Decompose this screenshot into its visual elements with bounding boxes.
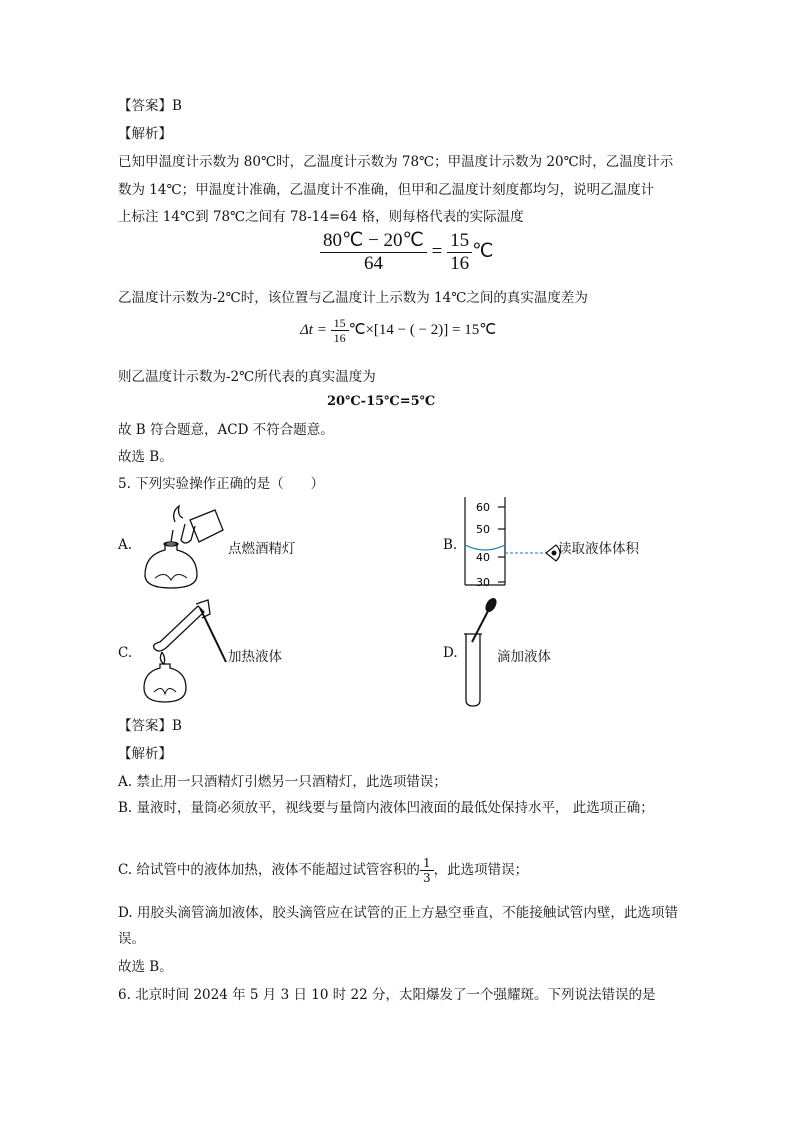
paragraph-real-temp: 则乙温度计示数为-2℃所代表的真实温度为 xyxy=(118,369,376,385)
option-c-text: 加热液体 xyxy=(228,649,282,665)
alcohol-lamp-lighting-illustration xyxy=(135,500,230,595)
answer-label-2: 【答案】B xyxy=(118,718,182,734)
formula-result-numerator: 15 xyxy=(447,230,472,253)
paragraph-conclusion: 故 B 符合题意，ACD 不符合题意。 xyxy=(118,422,334,438)
formula-unit: ℃ xyxy=(472,240,494,262)
paragraph-line-3: 上标注 14℃到 78℃之间有 78-14=64 格，则每格代表的实际温度 xyxy=(118,209,524,225)
explanation-c xyxy=(118,856,528,885)
formula-result: 20℃-15℃=5℃ xyxy=(327,394,436,409)
option-d-letter: D. xyxy=(443,645,458,661)
explanation-c-num: 1 xyxy=(420,856,434,871)
paragraph-temp-diff: 乙温度计示数为-2℃时，该位置与乙温度计上示数为 14℃之间的真实温度差为 xyxy=(118,290,588,306)
paragraph-line-2: 数为 14℃；甲温度计准确，乙温度计不准确，但甲和乙温度计刻度都均匀，说明乙温度计 xyxy=(118,182,655,198)
delta-frac-num: 15 xyxy=(331,316,349,331)
graduated-cylinder-illustration xyxy=(460,497,570,587)
delta-lhs: Δt = xyxy=(300,321,327,338)
explanation-c-pre: C. 给试管中的液体加热，液体不能超过试管容积的 xyxy=(118,862,420,878)
formula-numerator: 80℃ − 20℃ xyxy=(320,230,427,253)
analysis-heading-2: 【解析】 xyxy=(118,746,172,762)
cylinder-tick-30: 30 xyxy=(476,576,490,589)
option-a-text: 点燃酒精灯 xyxy=(228,541,296,557)
option-d-text: 滴加液体 xyxy=(497,649,551,665)
option-c-letter: C. xyxy=(118,645,133,661)
explanation-c-den: 3 xyxy=(422,871,431,885)
paragraph-choose-2: 故选 B。 xyxy=(118,959,173,975)
answer-label-1: 【答案】B xyxy=(118,98,182,114)
formula-result-denominator: 16 xyxy=(450,253,470,274)
paragraph-line-1: 已知甲温度计示数为 80℃时，乙温度计示数为 78℃；甲温度计示数为 20℃时，乙温度计示 xyxy=(118,154,674,170)
option-a-letter: A. xyxy=(118,537,133,553)
option-b-text: 读取液体体积 xyxy=(558,541,639,557)
analysis-heading-1: 【解析】 xyxy=(118,126,172,142)
cylinder-tick-40: 40 xyxy=(476,551,490,564)
explanation-c-post: ，此选项错误； xyxy=(433,862,529,878)
cylinder-tick-50: 50 xyxy=(476,523,490,536)
explanation-a: A. 禁止用一只酒精灯引燃另一只酒精灯，此选项错误； xyxy=(118,774,447,790)
formula-denominator: 64 xyxy=(363,253,383,274)
paragraph-choose: 故选 B。 xyxy=(118,449,173,465)
delta-frac-den: 16 xyxy=(333,331,346,345)
question-6: 6. 北京时间 2024 年 5 月 3 日 10 时 22 分，太阳爆发了一个强耀斑。下列说法错误的是 xyxy=(118,987,656,1003)
option-b-letter: B. xyxy=(443,537,458,553)
cylinder-tick-60: 60 xyxy=(476,501,490,514)
explanation-b: B. 量液时，量筒必须放平，视线要与量筒内液体凹液面的最低处保持水平， 此选项正确； xyxy=(118,800,654,816)
explanation-d: D. 用胶头滴管滴加液体，胶头滴管应在试管的正上方悬空垂直，不能接触试管内壁，此选项错误。 xyxy=(118,905,678,947)
formula-per-grid xyxy=(320,230,493,275)
question-5: 5. 下列实验操作正确的是（ ） xyxy=(118,476,325,492)
formula-equals: = xyxy=(431,240,443,262)
formula-delta-t xyxy=(300,316,496,345)
delta-rest: ℃×[14 − ( − 2)] = 15℃ xyxy=(348,321,497,338)
heating-liquid-illustration xyxy=(138,600,238,704)
